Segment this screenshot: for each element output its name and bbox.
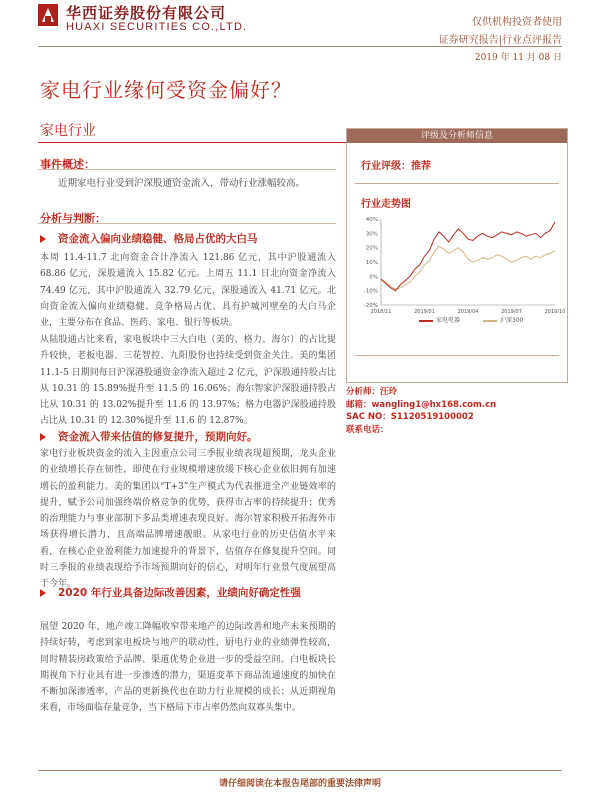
analyst-row (346, 386, 568, 399)
x-tick-label: 2019/04 (457, 309, 479, 315)
legend-swatch-index (483, 320, 497, 322)
report-title: 家电行业缘何受资金偏好？ (40, 78, 292, 102)
analysis-paragraph-4: 展望 2020 年，地产竣工降幅收窄带来地产的边际改善和地产未来预期的持续好转，考虑到家电板块与地产的联动性，厨电行业的业绩弹性较高，同时精装房政策给予品牌、渠道优势企业进一步的受益空间。白电板块长期视角下行业具有进一步渗透的潜力，渠道变革下商品流通速度的加快在不断加深渗透率，产品的更新换代也在助力行业规模的成长；从近期视角来看，市场面临存量竞争，当下格局下市占率仍然向双寡头集中。 (40, 622, 336, 714)
event-text: 近期家电行业受到沪深股通资金流入，带动行业涨幅较高。 (58, 178, 306, 189)
analyst-info (346, 386, 568, 436)
industry-name: 家电行业 (40, 123, 96, 139)
bullet-triangle-icon (40, 235, 46, 243)
event-rule (38, 169, 336, 170)
company-name-en: HUAXI SECURITIES CO.,LTD. (66, 21, 248, 33)
analysis-paragraph-2: 从陆股通占比来看，家电板块中三大白电（美的、格力、海尔）的占比提升较快，老板电器、三花智控、九阳股份也持续受到资金关注。美的集团 11.1-5 日期间每日沪深港股通资金净流入超过 2 亿元，沪深股通持股占比从 10.31 的 15.89%提升至 11.5 的 16.06%；海尔智家沪深股通持股占比从 10.31 的 13.02%提升至 11.6 的 13.97%；格力电器沪深股通持股占比从 10.31 的 12.30%提升至 11.6 的 12.87%。 (40, 335, 336, 427)
chart-bottom-divider (355, 355, 559, 356)
trend-chart (355, 213, 566, 329)
sac-value: S1120519100002 (390, 412, 474, 422)
event-label: 事件概述： (40, 158, 95, 171)
rating-panel (346, 128, 568, 383)
x-tick-label: 2018/11 (370, 309, 392, 315)
report-date: 2019 年 11 月 08 日 (474, 53, 562, 63)
rating-panel-header: 评级及分析师信息 (347, 129, 567, 143)
company-name-cn: 华西证券股份有限公司 (66, 4, 227, 22)
bullet-text-1: 资金流入偏向业绩稳健、格局占优的大白马 (58, 233, 258, 245)
legend-label-index: 沪深300 (500, 317, 524, 324)
series-line-沪深300 (381, 246, 555, 289)
rating-label: 行业评级： (361, 161, 411, 172)
legend-item-index (483, 315, 523, 324)
report-type: 证券研究报告|行业点评报告 (438, 35, 562, 46)
bullet-heading-2 (40, 429, 336, 446)
y-tick-label: -20% (363, 303, 378, 309)
bullet-triangle-icon (40, 433, 46, 441)
y-tick-label: -10% (363, 288, 378, 295)
x-tick-label: 2019/10 (544, 309, 566, 315)
email-row (346, 399, 568, 412)
y-tick-label: 30% (365, 231, 378, 238)
legend-item-sector (419, 315, 460, 324)
legend-label-sector: 家电电器 (436, 317, 461, 324)
analysis-paragraph-3: 家电行业板块资金的流入主因重点公司三季报业绩表现超预期，龙头企业的业绩增长存在韧性，即使在行业规模增速放缓下核心企业依旧拥有加速增长的盈利能力。美的集团以“T+3”生产模式为代表推进全产业链效率的提升，赋予公司加强终端价格竞争的优势，获得市占率的持续提升；优秀的治理能力与事业部制下多品类增速表现良好。海尔智家积极开拓海外市场获得增长潜力，且高端品牌增速靓眼。从家电行业的历史估值水平来看，在核心企业盈利能力加速提升的背景下，估值存在修复提升空间。同时三季报的业绩表现给予市场预期向好的信心，对明年行业景气度展望高于今年。 (40, 449, 336, 590)
legal-notice: 请仔细阅读在本报告尾部的重要法律声明 (218, 779, 381, 789)
bullet-triangle-icon (40, 589, 46, 597)
sac-row (346, 411, 568, 424)
bullet-heading-3 (40, 585, 336, 602)
y-tick-label: 40% (365, 217, 378, 223)
rating-value: 推荐 (411, 161, 431, 172)
legend-swatch-sector (419, 320, 433, 322)
phone-label: 联系电话： (346, 424, 389, 435)
rating-divider (355, 183, 559, 184)
y-tick-label: 0% (369, 274, 378, 281)
chart-title: 行业走势图 (361, 199, 411, 210)
x-tick-label: 2019/07 (501, 309, 522, 315)
bullet-text-3: 2020 年行业具备边际改善因素，业绩向好确定性强 (58, 587, 301, 599)
bullet-heading-1 (40, 231, 336, 248)
bullet-text-2: 资金流入带来估值的修复提升，预期向好。 (58, 431, 258, 443)
analyst-label: 分析师： (346, 387, 381, 397)
chart-axes (381, 219, 555, 305)
footer-divider (38, 770, 562, 771)
analyst-name: 汪玲 (380, 387, 398, 397)
series-line-家电电器 (381, 222, 555, 291)
audience-note: 仅供机构投资者使用 (472, 17, 562, 28)
analysis-paragraph-1: 本周 11.4-11.7 北向资金合计净流入 121.86 亿元，其中沪股通流入 68.86 亿元，深股通流入 15.82 亿元。上周五 11.1 日北向资金净流入 74.49 亿元，其中沪股通流入 32.79 亿元，深股通流入 41.71 亿元。北向资金流入偏向业绩稳健、竞争格局占优、具有护城河壁垒的大白马企业，主要分布在食品、医药、家电、银行等板块。 (40, 253, 336, 329)
email-label: 邮箱： (346, 399, 372, 410)
x-tick-label: 2019/01 (414, 309, 435, 315)
phone-row (346, 424, 568, 437)
huaxi-logo-icon (38, 4, 58, 26)
y-tick-label: 10% (365, 260, 378, 266)
email-value[interactable]: wangling1@hx168.com.cn (371, 399, 497, 410)
industry-rating (361, 157, 431, 172)
header-divider (38, 46, 562, 47)
y-tick-label: 20% (365, 245, 378, 252)
sac-label: SAC NO： (346, 412, 391, 422)
analysis-rule (38, 223, 336, 224)
analysis-label: 分析与判断： (40, 212, 106, 225)
